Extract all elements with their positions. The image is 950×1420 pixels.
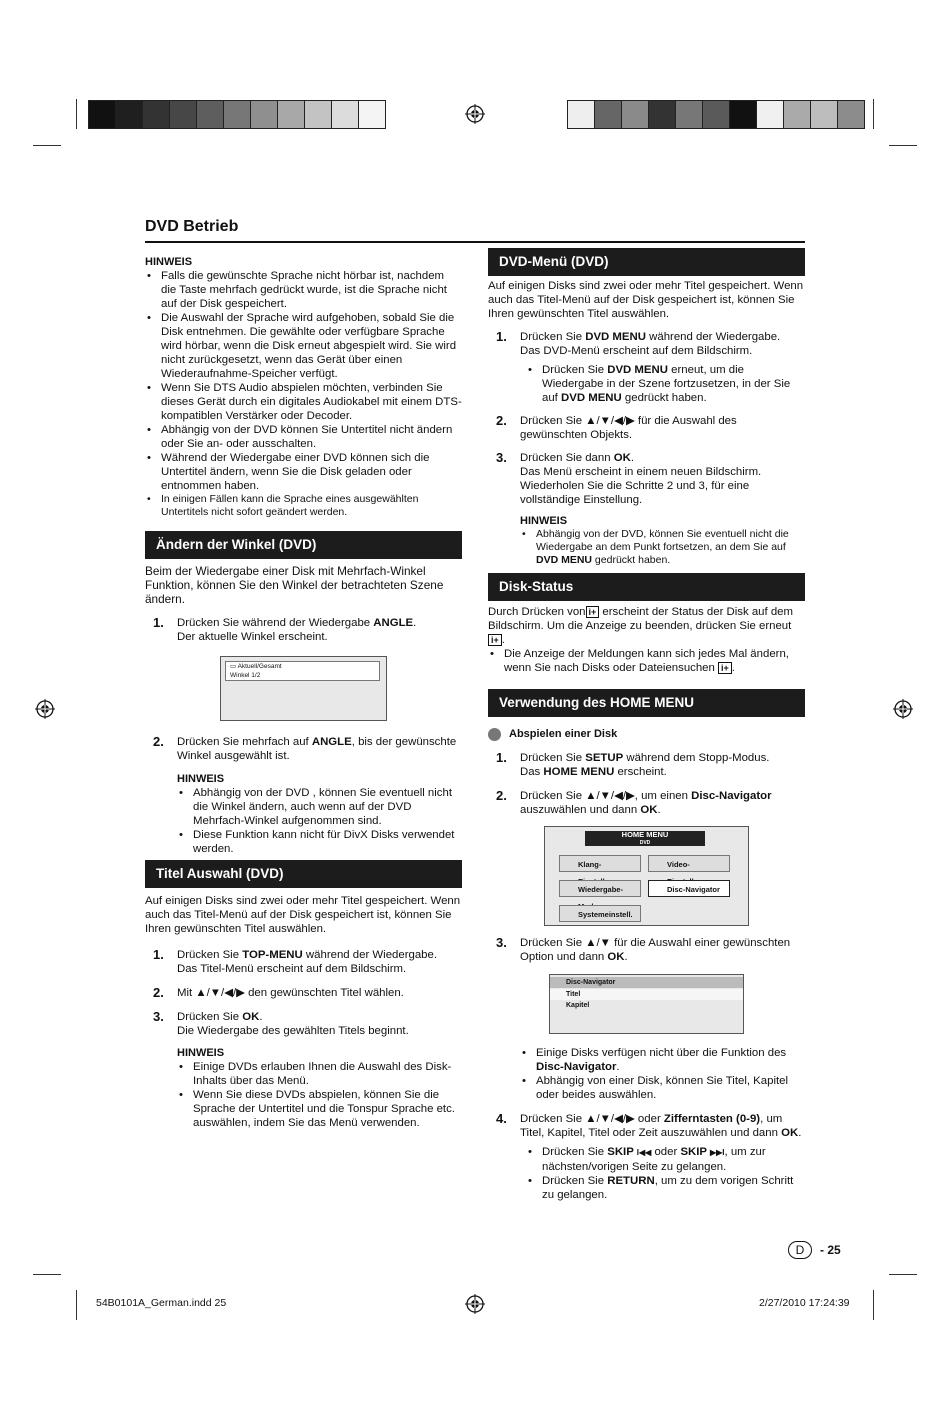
color-swatch: [784, 101, 811, 128]
step-text: Das Menü erscheint in einem neuen Bildschirm. Wiederholen Sie die Schritte 2 und 3, für eine vollständige Einstellung.: [520, 466, 762, 506]
color-swatch: [703, 101, 730, 128]
step-text: Drücken Sie während der Wiedergabe: [177, 617, 374, 629]
note-heading: HINWEIS: [145, 256, 193, 268]
list-item: • In einigen Fällen kann die Sprache eines ausgewählten Untertitels nicht sofort geändert werden.: [145, 493, 462, 519]
registration-mark-icon: [465, 104, 485, 124]
list-item: • Während der Wiedergabe einer DVD können sich die Untertitel ändern, wenn Sie die Disk geladen oder entnommen haben.: [145, 451, 462, 493]
page-number: D - 25: [788, 1241, 841, 1259]
step-number: 2.: [496, 413, 507, 428]
key-label: ANGLE: [373, 617, 414, 629]
step-item: [488, 330, 805, 405]
list-item: • Drücken Sie DVD MENU erneut, um die Wiedergabe in der Szene fortzusetzen, in der Sie auf DVD MENU gedrückt haben.: [526, 363, 805, 405]
section-intro: Durch Drücken von i+ erscheint der Status der Disk auf dem Bildschirm. Um die Anzeige zu beenden, drücken Sie erneut i+ .: [488, 606, 793, 646]
home-menu-screen: [544, 826, 749, 926]
key-label: DVD MENU: [585, 331, 646, 343]
osd-panel: [225, 661, 380, 681]
step-number: 1.: [496, 750, 507, 765]
key-label: OK: [242, 1011, 260, 1023]
note-list: [488, 647, 805, 675]
step-number: 4.: [496, 1111, 507, 1126]
step-bullets: [520, 1046, 805, 1102]
bullet-circle-icon: [488, 728, 501, 741]
step-text: Der aktuelle Winkel erscheint.: [177, 631, 328, 643]
step-number: 2.: [153, 734, 164, 749]
list-item: • Einige Disks verfügen nicht über die Funktion des Disc-Navigator.: [520, 1046, 805, 1074]
step-text: Drücken Sie: [520, 331, 586, 343]
osd-value: Winkel 1/2: [230, 672, 261, 679]
step-item: [145, 1010, 462, 1038]
crop-mark: [889, 145, 917, 146]
step-text: .: [630, 452, 634, 464]
registration-mark-icon: [35, 699, 55, 719]
color-swatch: [332, 101, 359, 128]
osd-label: Aktuell/Gesamt: [237, 663, 282, 670]
step-item: [145, 735, 462, 763]
step-item: [488, 451, 805, 507]
key-label: OK: [613, 452, 631, 464]
footer-filename: 54B0101A_German.indd 25: [96, 1297, 227, 1309]
disc-icon: ▭: [230, 663, 238, 670]
section-intro: Beim der Wiedergabe einer Disk mit Mehrfach-Winkel Funktion, können Sie den Winkel der betrachteten Szene ändern.: [145, 564, 444, 606]
color-calibration-bar-right: [567, 100, 865, 129]
color-swatch: [251, 101, 278, 128]
step-item: 2. Drücken Sie ▲/▼/◀/▶, um einen Disc-Navigator auszuwählen und dann OK.: [496, 788, 772, 816]
color-swatch: [116, 101, 143, 128]
color-swatch: [305, 101, 332, 128]
section-intro: Auf einigen Disks sind zwei oder mehr Titel gespeichert. Wenn auch das Titel-Menü auf der Disk gespeichert ist, können Sie Ihren gewünschten Titel auswählen.: [145, 895, 461, 935]
color-swatch: [730, 101, 757, 128]
note-block: [145, 1046, 462, 1130]
list-item: • Abhängig von der DVD , können Sie eventuell nicht die Winkel ändern, auch wenn auf der DVD Mehrfach-Winkel aufgenommen sind.: [177, 786, 462, 828]
section-intro: Auf einigen Disks sind zwei oder mehr Titel gespeichert. Wenn auch das Titel-Menü auf der Disk gespeichert ist, können Sie Ihren gewünschten Titel auswählen.: [488, 280, 804, 320]
info-button-icon: i+: [718, 662, 732, 674]
crop-mark: [33, 145, 61, 146]
menu-item-video-settings[interactable]: Video-: [648, 855, 730, 872]
color-swatch: [359, 101, 385, 128]
list-item: • Abhängig von einer Disk, können Sie Titel, Kapitel oder beides auswählen.: [520, 1074, 805, 1102]
step-text: Drücken Sie mehrfach auf: [177, 736, 312, 748]
page-title: DVD Betrieb: [145, 218, 239, 235]
color-swatch: [622, 101, 649, 128]
skip-next-icon: ▶▶I: [709, 1148, 725, 1157]
navigator-option-title[interactable]: Titel: [550, 989, 743, 1000]
language-badge: D: [788, 1241, 812, 1259]
step-item: 4. Drücken Sie ▲/▼/◀/▶ oder Zifferntasten (0-9), um Titel, Kapitel, Titel oder Zeit auszuwählen und dann OK. • Drücken Sie SKIP I◀◀ oder SKIP ▶▶I, um zur nächsten/vorigen Seite zu gelangen. • Drücken Sie RETURN, um zu dem vorigen Schritt zu gelangen.: [488, 1112, 805, 1202]
footer-timestamp: 2/27/2010 17:24:39: [759, 1297, 850, 1309]
step-number: 3.: [496, 450, 507, 465]
menu-item-sound-settings[interactable]: Klang-: [559, 855, 641, 872]
step-item: [145, 616, 462, 644]
step-number: 1.: [496, 329, 507, 344]
list-item: • Drücken Sie RETURN, um zu dem vorigen Schritt zu gelangen.: [526, 1174, 805, 1202]
step-text: Das Titel-Menü erscheint auf dem Bildschirm.: [177, 963, 407, 975]
list-item: • Einige DVDs erlauben Ihnen die Auswahl des Disk-Inhalts über das Menü.: [177, 1060, 462, 1088]
note-block: [488, 514, 805, 567]
color-swatch: [811, 101, 838, 128]
color-swatch: [224, 101, 251, 128]
list-item: • Wenn Sie DTS Audio abspielen möchten, verbinden Sie dieses Gerät durch ein digitales Audiokabel mit einem DTS-kompatiblen Verstärker oder Decoder.: [145, 381, 462, 423]
step-text: .: [259, 1011, 263, 1023]
left-column: [145, 255, 462, 1130]
section-header-titel: Titel Auswahl (DVD): [145, 860, 462, 888]
step-text: .: [413, 617, 417, 629]
note-list: [177, 1060, 462, 1130]
list-item: • Falls die gewünschte Sprache nicht hörbar ist, nachdem die Taste mehrfach gedrückt wurde, ist die Sprache nicht auf der Disk gespeichert.: [145, 269, 462, 311]
note-list: [145, 493, 462, 519]
title-rule: [145, 241, 805, 243]
color-swatch: [757, 101, 784, 128]
step-text: während der Wiedergabe.: [645, 331, 781, 343]
skip-prev-icon: I◀◀: [636, 1148, 652, 1157]
list-item: • Diese Funktion kann nicht für DivX Disks verwendet werden.: [177, 828, 462, 856]
step-text: Die Wiedergabe des gewählten Titels beginnt.: [177, 1025, 409, 1037]
step-number: 1.: [153, 615, 164, 630]
step-text: Drücken Sie: [177, 949, 243, 961]
step-text: während der Wiedergabe.: [302, 949, 438, 961]
step-number: 3.: [496, 935, 507, 950]
sub-heading: Abspielen einer Disk: [488, 727, 805, 741]
section-header-dvd-menu: DVD-Menü (DVD): [488, 248, 805, 276]
step-item: [488, 414, 805, 442]
color-swatch: [649, 101, 676, 128]
note-list: [145, 269, 462, 493]
crop-mark: [33, 1274, 61, 1275]
step-text: Das DVD-Menü erscheint auf dem Bildschirm.: [520, 345, 753, 357]
crop-mark: [76, 1290, 77, 1320]
step-text: Drücken Sie dann: [520, 452, 614, 464]
right-column: [488, 248, 805, 1202]
navigator-title: Disc-Navigator: [550, 977, 743, 988]
step-number: 2.: [496, 788, 507, 803]
navigator-option-chapter[interactable]: Kapitel: [566, 1002, 590, 1009]
color-swatch: [838, 101, 864, 128]
step-text: Drücken Sie: [177, 1011, 243, 1023]
list-item: • Drücken Sie SKIP I◀◀ oder SKIP ▶▶I, um zur nächsten/vorigen Seite zu gelangen.: [526, 1145, 805, 1174]
step-text: Mit ▲/▼/◀/▶ den gewünschten Titel wählen.: [177, 987, 404, 999]
step-item: 1. Drücken Sie SETUP während dem Stopp-Modus. Das HOME MENU erscheint.: [496, 750, 770, 778]
color-swatch: [89, 101, 116, 128]
note-heading: HINWEIS: [177, 1047, 225, 1059]
list-item: • Wenn Sie diese DVDs abspielen, können Sie die Sprache der Untertitel und die Tonspur Sprache etc. auswählen, indem Sie das Menü verwenden.: [177, 1088, 462, 1130]
menu-item-playback-mode[interactable]: Wiedergabe-: [559, 880, 641, 897]
step-text: Drücken Sie ▲/▼/◀/▶ für die Auswahl des gewünschten Objekts.: [520, 415, 737, 441]
section-header-disk-status: Disk-Status: [488, 573, 805, 601]
crop-mark: [873, 99, 874, 129]
step-item: 3. Drücken Sie ▲/▼ für die Auswahl einer gewünschten Option und dann OK.: [496, 935, 791, 963]
step-bullets: [520, 1145, 805, 1202]
angle-screen-preview: [220, 656, 387, 721]
step-text: , bis der gewünschte Winkel ausgewählt ist.: [177, 736, 457, 762]
color-swatch: [278, 101, 305, 128]
crop-mark: [76, 99, 77, 129]
color-calibration-bar-left: [88, 100, 386, 129]
color-swatch: [595, 101, 622, 128]
list-item: • Die Anzeige der Meldungen kann sich jedes Mal ändern, wenn Sie nach Disks oder Dateiensuchen i+ .: [488, 647, 805, 675]
note-heading: HINWEIS: [177, 773, 225, 785]
note-heading: HINWEIS: [520, 515, 568, 527]
key-label: ANGLE: [311, 736, 352, 748]
menu-item-disc-navigator[interactable]: Disc-Navigator: [648, 880, 730, 897]
step-bullets: [520, 363, 805, 405]
key-label: TOP-MENU: [242, 949, 303, 961]
home-menu-title: HOME MENU DVD: [585, 831, 705, 846]
step-item: [145, 986, 462, 1000]
section-header-winkel: Ändern der Winkel (DVD): [145, 531, 462, 559]
info-button-icon: i+: [586, 606, 600, 618]
step-number: 2.: [153, 985, 164, 1000]
color-swatch: [676, 101, 703, 128]
registration-mark-icon: [465, 1294, 485, 1314]
list-item: • Abhängig von der DVD können Sie Untertitel nicht ändern oder Sie an- oder ausschalten.: [145, 423, 462, 451]
list-item: • Die Auswahl der Sprache wird aufgehoben, sobald Sie die Disk entnehmen. Die gewählte oder verfügbare Sprache wird hörbar, wenn die Disk erneut abgespielt wird. Sie wird nicht zurückgesetzt, wenn das Gerät über einen Wiederaufnahme-Speicher verfügt.: [145, 311, 462, 381]
step-item: [145, 948, 462, 976]
crop-mark: [889, 1274, 917, 1275]
note-list: [520, 528, 805, 567]
step-number: 3.: [153, 1009, 164, 1024]
menu-item-system-settings[interactable]: Systemeinstell.: [559, 905, 641, 922]
step-number: 1.: [153, 947, 164, 962]
color-swatch: [197, 101, 224, 128]
list-item: • Abhängig von der DVD, können Sie eventuell nicht die Wiedergabe an dem Punkt fortsetzen, an dem Sie auf DVD MENU gedrückt haben.: [520, 528, 805, 567]
section-header-home-menu: Verwendung des HOME MENU: [488, 689, 805, 717]
color-swatch: [170, 101, 197, 128]
crop-mark: [873, 1290, 874, 1320]
info-button-icon: i+: [488, 634, 502, 646]
color-swatch: [568, 101, 595, 128]
note-list: [177, 786, 462, 856]
disc-navigator-screen: [549, 974, 744, 1034]
note-block: [145, 772, 462, 856]
color-swatch: [143, 101, 170, 128]
registration-mark-icon: [893, 699, 913, 719]
